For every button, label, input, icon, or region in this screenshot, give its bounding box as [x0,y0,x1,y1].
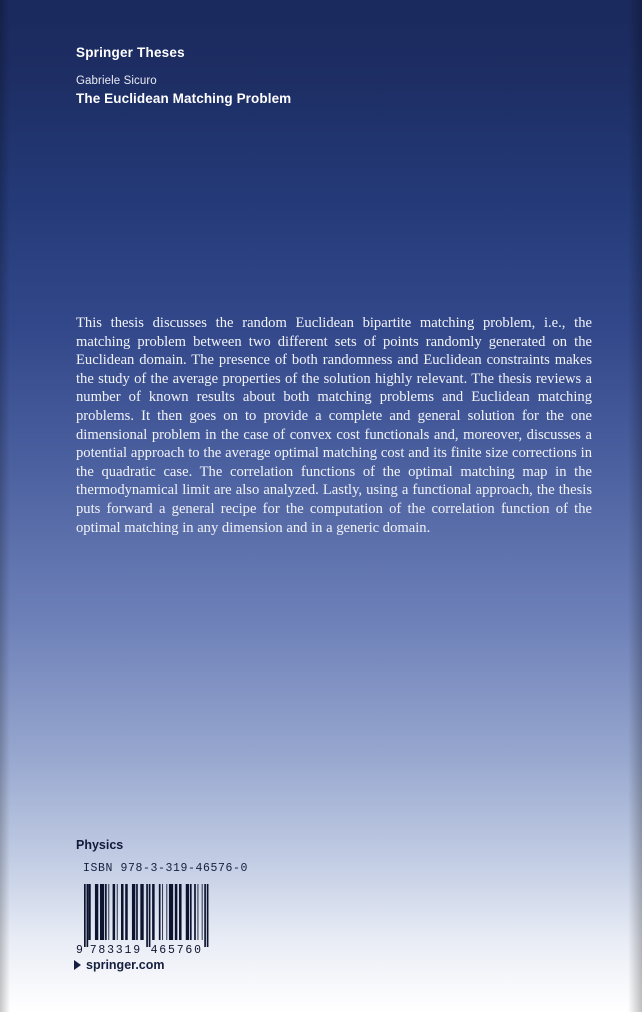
barcode-main-digits: 783319 465760 [89,944,203,957]
author-name: Gabriele Sicuro [76,75,157,87]
blurb-text: This thesis discusses the random Euclidean bipartite matching problem, i.e., the matching problem between two different sets of points randomly generated on the Euclidean domain. The presence of both randomness and Euclidean constraints makes the study of the average properties of the solution highly relevant. The thesis reviews a number of known results about both matching problems and Euclidean matching problems. It then goes on to provide a complete and general solution for the one dimensional problem in the case of convex cost functionals and, moreover, discusses a potential approach to the average optimal matching cost and its finite size corrections in the quadratic case. The correlation functions of the optimal matching map in the thermodynamical limit are also analyzed. Lastly, using a functional approach, the thesis puts forward a general recipe for the computation of the correlation function of the optimal matching in any dimension and in a generic domain. [76,315,592,536]
subject-label: Physics [76,838,124,852]
barcode-lead-digit: 9 [76,944,85,957]
triangle-right-icon [74,960,81,970]
springer-website-link[interactable] [74,958,165,972]
book-title: The Euclidean Matching Problem [76,91,292,106]
isbn-text: ISBN 978-3-319-46576-0 [83,862,249,875]
springer-url-label: springer.com [86,958,165,972]
barcode-bars [84,884,208,940]
series-title: Springer Theses [76,45,185,60]
barcode [76,884,236,956]
barcode-digits [76,944,241,957]
bottom-white-edge [0,1012,642,1020]
